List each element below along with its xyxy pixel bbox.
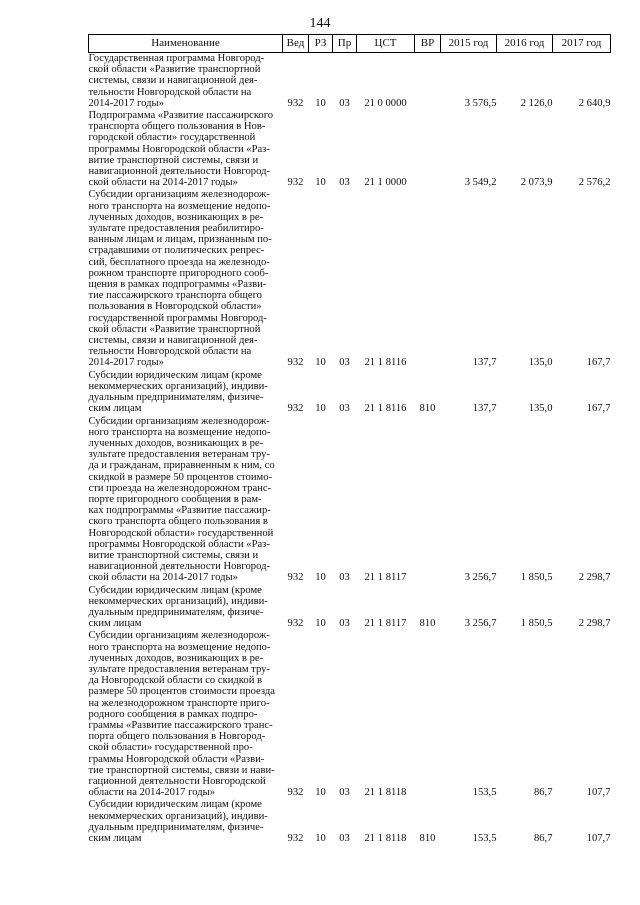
row-rz: 10 bbox=[315, 97, 326, 109]
header-cst: ЦСТ bbox=[357, 35, 415, 53]
row-2016: 2 126,0 bbox=[520, 97, 553, 109]
row-cst: 21 1 8116 bbox=[364, 403, 407, 415]
row-cst: 21 1 8118 bbox=[364, 833, 407, 845]
row-2016: 86,7 bbox=[533, 787, 553, 799]
row-2015: 137,7 bbox=[472, 403, 497, 415]
row-2015: 153,5 bbox=[472, 787, 497, 799]
row-vr bbox=[415, 416, 441, 585]
row-rz: 10 bbox=[315, 618, 326, 630]
row-2015: 3 549,2 bbox=[464, 177, 497, 189]
row-2016: 1 850,5 bbox=[520, 618, 553, 630]
header-2015: 2015 год bbox=[441, 35, 497, 53]
row-2017: 167,7 bbox=[586, 357, 611, 369]
row-2015: 3 256,7 bbox=[464, 572, 497, 584]
table-row bbox=[89, 110, 611, 189]
header-2016: 2016 год bbox=[497, 35, 553, 53]
header-rz: РЗ bbox=[309, 35, 333, 53]
row-ved: 932 bbox=[287, 572, 304, 584]
row-name: Субсидии юридическим лицам (кроме некоммерческих организаций), индиви- дуальным предпринимателям, физиче- ским лицам bbox=[88, 584, 268, 630]
page-number: 144 bbox=[309, 16, 331, 31]
row-name: Субсидии организациям железнодорож- ного транспорта на возмещение недопо- лученных доходов, возникающих в ре- зультате предоставления реабилитиро- ванным лицам и лицам, признанным по- страдавшими от политических репрес- сий, бесплатного проезда на железнодо- рожном транспорте пригородного сооб- щения в рамках подпрограммы «Разви- тие пассажирского транспорта общего пользования в Новгородской области» государственной программы Новгород- ской области «Развитие транспортной системы, связи и навигационной дея- тельности Новгородской области на 2014-2017 годы» bbox=[88, 189, 272, 369]
row-ved: 932 bbox=[287, 787, 304, 799]
row-rz: 10 bbox=[315, 357, 326, 369]
row-name: Субсидии организациям железнодорож- ного транспорта на возмещение недопо- лученных доходов, возникающих в ре- зультате предоставления ветеранам тру- да Новгородской области со скидкой в размере 50 процентов стоимости проезда на железнодорожном транспорте приго- родного сообщения в рамках подпро- граммы «Развитие пассажирского транс- порта общего пользования в Новгород- ской области» государственной про- граммы Новгородской области «Разви- тие транспортной системы, связи и нави- гационной деятельности Новгородской области на 2014-2017 годы» bbox=[88, 630, 275, 799]
table-row bbox=[89, 630, 611, 799]
row-2017: 2 298,7 bbox=[578, 572, 611, 584]
row-ved: 932 bbox=[287, 833, 304, 845]
header-ved: Вед bbox=[283, 35, 309, 53]
row-pr: 03 bbox=[339, 572, 350, 584]
row-2015: 137,7 bbox=[472, 357, 497, 369]
row-name: Субсидии юридическим лицам (кроме некоммерческих организаций), индиви- дуальным предпринимателям, физиче- ским лицам bbox=[88, 799, 268, 845]
row-vr bbox=[415, 630, 441, 799]
row-rz: 10 bbox=[315, 572, 326, 584]
row-rz: 10 bbox=[315, 833, 326, 845]
row-cst: 21 0 0000 bbox=[364, 97, 407, 109]
header-name: Наименование bbox=[89, 35, 283, 53]
row-2016: 135,0 bbox=[528, 357, 553, 369]
row-2015: 3 256,7 bbox=[464, 618, 497, 630]
table-row bbox=[89, 189, 611, 369]
row-pr: 03 bbox=[339, 787, 350, 799]
row-ved: 932 bbox=[287, 97, 304, 109]
table-header-row bbox=[89, 35, 611, 53]
budget-table bbox=[88, 34, 611, 845]
row-rz: 10 bbox=[315, 403, 326, 415]
header-2017: 2017 год bbox=[553, 35, 611, 53]
row-pr: 03 bbox=[339, 177, 350, 189]
row-2017: 2 576,2 bbox=[578, 177, 611, 189]
row-vr: 810 bbox=[419, 833, 436, 845]
row-pr: 03 bbox=[339, 357, 350, 369]
row-pr: 03 bbox=[339, 97, 350, 109]
row-vr bbox=[415, 110, 441, 189]
row-cst: 21 1 0000 bbox=[364, 177, 407, 189]
row-ved: 932 bbox=[287, 357, 304, 369]
row-cst: 21 1 8117 bbox=[364, 618, 407, 630]
row-2017: 2 640,9 bbox=[578, 97, 611, 109]
row-pr: 03 bbox=[339, 403, 350, 415]
row-rz: 10 bbox=[315, 177, 326, 189]
table-row bbox=[89, 53, 611, 111]
row-pr: 03 bbox=[339, 833, 350, 845]
table-row bbox=[89, 416, 611, 585]
row-cst: 21 1 8117 bbox=[364, 572, 407, 584]
row-2015: 3 576,5 bbox=[464, 97, 497, 109]
row-2017: 167,7 bbox=[586, 403, 611, 415]
row-ved: 932 bbox=[287, 403, 304, 415]
row-2015: 153,5 bbox=[472, 833, 497, 845]
table-row bbox=[89, 585, 611, 631]
row-name: Подпрограмма «Развитие пассажирского транспорта общего пользования в Нов- городской области» государственной программы Новгородской области «Раз- витие транспортной системы, связи и навигационной деятельности Новгород- ской области на 2014-2017 годы» bbox=[88, 110, 274, 189]
row-2016: 2 073,9 bbox=[520, 177, 553, 189]
row-name: Субсидии юридическим лицам (кроме некоммерческих организаций), индиви- дуальным предпринимателям, физиче- ским лицам bbox=[88, 369, 268, 415]
row-ved: 932 bbox=[287, 177, 304, 189]
row-2016: 86,7 bbox=[533, 833, 553, 845]
row-pr: 03 bbox=[339, 618, 350, 630]
row-vr: 810 bbox=[419, 618, 436, 630]
table-row bbox=[89, 799, 611, 845]
row-rz: 10 bbox=[315, 787, 326, 799]
row-2016: 1 850,5 bbox=[520, 572, 553, 584]
row-2017: 2 298,7 bbox=[578, 618, 611, 630]
table-row bbox=[89, 370, 611, 416]
row-cst: 21 1 8118 bbox=[364, 787, 407, 799]
row-name: Субсидии организациям железнодорож- ного транспорта на возмещение недопо- лученных доходов, возникающих в ре- зультате предоставления ветеранам тру- да и гражданам, приравненным к ним, со скидкой в размере 50 процентов стоимо- сти проезда на железнодорожном транс- порте пригородного сообщения в рам- ках подпрограммы «Развитие пассажир- ского транспорта общего пользования в Новгородской области» государственной программы Новгородской области «Раз- витие транспортной системы, связи и навигационной деятельности Новгород- ской области на 2014-2017 годы» bbox=[88, 415, 275, 584]
header-vr: ВР bbox=[415, 35, 441, 53]
row-2016: 135,0 bbox=[528, 403, 553, 415]
row-2017: 107,7 bbox=[586, 787, 611, 799]
row-cst: 21 1 8116 bbox=[364, 357, 407, 369]
row-vr: 810 bbox=[419, 403, 436, 415]
row-vr bbox=[415, 53, 441, 111]
header-pr: Пр bbox=[333, 35, 357, 53]
row-2017: 107,7 bbox=[586, 833, 611, 845]
row-ved: 932 bbox=[287, 618, 304, 630]
row-vr bbox=[415, 189, 441, 369]
row-name: Государственная программа Новгород- ской области «Развитие транспортной системы, связи и навигационной дея- тельности Новгородской области на 2014-2017 годы» bbox=[88, 53, 265, 109]
